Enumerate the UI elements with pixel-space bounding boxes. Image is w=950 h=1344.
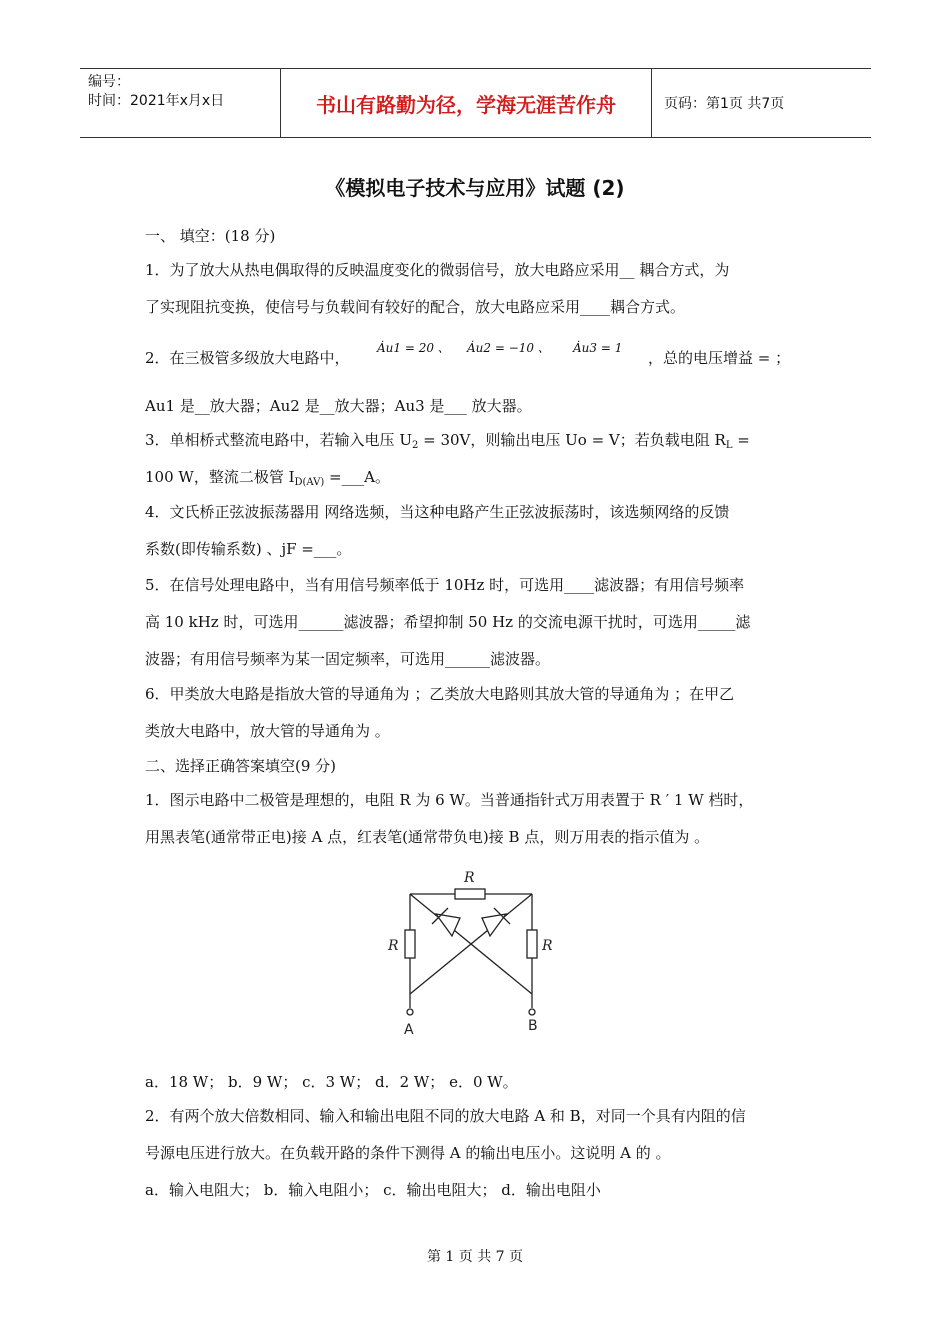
header-left-cell [80, 69, 288, 141]
label-right-r: R [542, 938, 553, 954]
resistor-right [527, 930, 537, 958]
q3-line1 [145, 430, 750, 456]
s2-q2-options: a．输入电阻大； b．输入电阻小； c．输出电阻大； d．输出电阻小 [145, 1181, 601, 1199]
q3-sub-1: 2 [411, 440, 419, 451]
q3-text-e: =___A。 [324, 468, 390, 486]
q3-text-c: = [732, 431, 750, 449]
q5-line2: 高 10 kHz 时，可选用______滤波器；希望抑制 50 Hz 的交流电源干扰时，可选用_____滤 [145, 613, 751, 631]
q3-sub-3: D(AV) [294, 477, 325, 488]
q3-text-d: 100 W，整流二极管 I [145, 468, 295, 486]
resistor-top [455, 889, 485, 899]
label-a: A [404, 1022, 414, 1038]
q2-prefix: 2．在三极管多级放大电路中， [145, 349, 350, 367]
q5-line1: 5．在信号处理电路中，当有用信号频率低于 10Hz 时，可选用____滤波器；有用信号频率 [145, 576, 745, 594]
page-title: 《模拟电子技术与应用》试题 (2) [325, 176, 625, 200]
q2-line1 [145, 341, 791, 368]
q6-line1: 6．甲类放大电路是指放大管的导通角为 ；乙类放大电路则其放大管的导通角为 ；在甲乙 [145, 685, 735, 703]
q4-line1: 4．文氏桥正弦波振荡器用 网络选频，当这种电路产生正弦波振荡时，该选频网络的反馈 [145, 503, 730, 521]
s2-q2-line2: 号源电压进行放大。在负载开路的条件下测得 A 的输出电压小。这说明 A 的 。 [145, 1144, 671, 1162]
s2-q1-line1: 1．图示电路中二极管是理想的，电阻 R 为 6 W。当普通指针式万用表置于 R ′ 1 W 档时， [145, 791, 754, 809]
label-left-r: R [388, 938, 399, 954]
q2-line2: Au1 是__放大器；Au2 是__放大器；Au3 是___ 放大器。 [145, 397, 532, 415]
s2-q1-line2: 用黑表笔(通常带正电)接 A 点，红表笔(通常带负电)接 B 点，则万用表的指示值为 。 [145, 828, 710, 846]
q3-line2 [145, 467, 390, 493]
time-label: 时间：2021年x月x日 [88, 93, 225, 109]
page-footer: 第 1 页 共 7 页 [426, 1249, 524, 1265]
q1-line2: 了实现阻抗变换，使信号与负载间有较好的配合，放大电路应采用____耦合方式。 [145, 298, 686, 316]
section1-heading: 一、 填空：(18 分) [145, 227, 276, 245]
s2-q2-line1: 2．有两个放大倍数相同、输入和输出电阻不同的放大电路 A 和 B，对同一个具有内阻的信 [145, 1107, 746, 1125]
label-b: B [528, 1018, 538, 1034]
circuit-diagram [380, 862, 580, 1042]
gain-formula-3: Ȧu3 = 1 [573, 341, 623, 355]
q3-text-b: = 30V，则输出电压 Uo = V；若负载电阻 R [418, 431, 726, 449]
q3-text-a: 3．单相桥式整流电路中，若输入电压 U [145, 431, 412, 449]
q1-line1: 1．为了放大从热电偶取得的反映温度变化的微弱信号，放大电路应采用__ 耦合方式，为 [145, 261, 730, 279]
header-table [80, 68, 871, 138]
number-label: 编号： [88, 74, 130, 90]
resistor-left [405, 930, 415, 958]
q5-line3: 波器；有用信号频率为某一固定频率，可选用______滤波器。 [145, 650, 551, 668]
gain-formula-1: Ȧu1 = 20 、 [377, 341, 450, 355]
header-motto: 书山有路勤为径，学海无涯苦作舟 [280, 69, 652, 137]
header-page-info: 页码：第1页 共7页 [664, 96, 785, 112]
label-top-r: R [464, 870, 475, 886]
q4-line2: 系数(即传输系数) 、jF =___。 [145, 540, 352, 558]
q3-sub-2: L [725, 440, 733, 451]
gain-formula-2: Ȧu2 = −10 、 [467, 341, 550, 355]
q6-line2: 类放大电路中，放大管的导通角为 。 [145, 722, 390, 740]
section2-heading: 二、选择正确答案填空(9 分) [145, 757, 337, 775]
terminal-b [529, 1009, 535, 1015]
s2-q1-options: a．18 W； b．9 W； c．3 W； d．2 W； e．0 W。 [145, 1073, 518, 1091]
q2-suffix: ，总的电压增益 = ； [648, 349, 791, 367]
terminal-a [407, 1009, 413, 1015]
